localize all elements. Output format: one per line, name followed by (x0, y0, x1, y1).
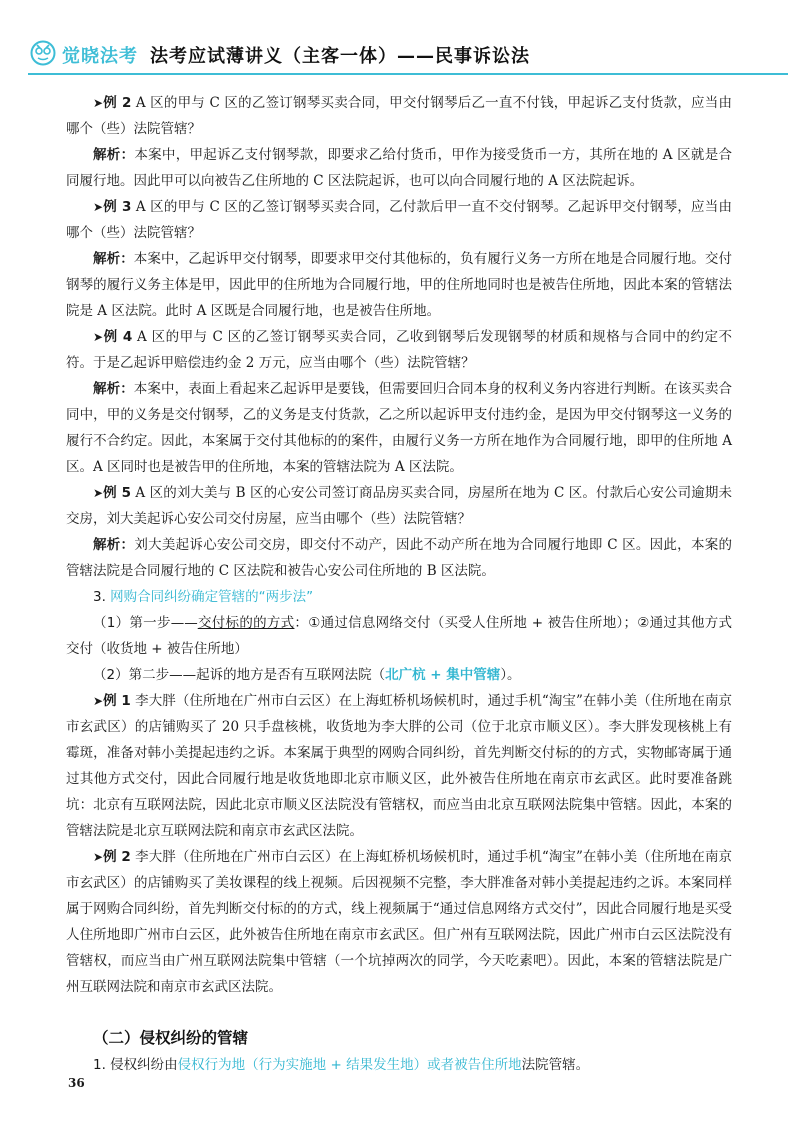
tort-rule-1 (66, 1052, 732, 1078)
example-text: 李大胖（住所地在广州市白云区）在上海虹桥机场候机时，通过手机“淘宝”在韩小美（住所地在南京市玄武区）的店铺购买了 20 只手盘核桃，收货地为李大胖的公司（位于北京市顺义区）。李大胖发现核桃上有霉斑，准备对韩小美提起违约之诉。本案属于典型的网购合同纠纷，首先判断交付标的的方式，实物邮寄属于通过其他方式交付，因此合同履行地是收货地即北京市顺义区，此外被告住所地在南京市玄武区。此时要准备跳坑：北京有互联网法院，因此北京市顺义区法院没有管辖权，而应当由北京互联网法院集中管辖。因此，本案的管辖法院是北京互联网法院和南京市玄武区法院。 (66, 693, 732, 839)
example-text: A 区的甲与 C 区的乙签订钢琴买卖合同，乙收到钢琴后发现钢琴的材质和规格与合同中的约定不符。于是乙起诉甲赔偿违约金 2 万元，应当由哪个（些）法院管辖？ (66, 329, 732, 371)
example-text: A 区的甲与 C 区的乙签订钢琴买卖合同，甲交付钢琴后乙一直不付钱，甲起诉乙支付货款，应当由哪个（些）法院管辖？ (66, 95, 733, 137)
header-divider (28, 73, 788, 75)
example-label: 例 5 (103, 485, 132, 501)
point-title: 网购合同纠纷确定管辖的“两步法” (110, 589, 314, 605)
example-label: 例 2 (103, 849, 131, 865)
example-5-analysis (66, 532, 732, 584)
step-rest: ：①通过信息网络交付（买受人住所地 + 被告住所地）；②通过其他方式交付（收货地 + 被告住所地） (66, 615, 732, 657)
step-2 (66, 662, 732, 688)
step-1 (66, 610, 732, 662)
online-example-1 (66, 688, 732, 844)
step-suffix: ）。 (500, 667, 521, 683)
example-text: A 区的刘大美与 B 区的心安公司签订商品房买卖合同，房屋所在地为 C 区。付款后心安公司逾期未交房，刘大美起诉心安公司交付房屋，应当由哪个（些）法院管辖？ (66, 485, 733, 527)
point-3-heading (66, 584, 732, 610)
step-underlined: 交付标的的方式 (197, 615, 295, 631)
example-text: A 区的甲与 C 区的乙签订钢琴买卖合同，乙付款后甲一直不交付钢琴。乙起诉甲交付钢琴，应当由哪个（些）法院管辖？ (66, 199, 733, 241)
triangle-bullet-icon: ➤ (93, 330, 104, 344)
rule-prefix: 1. 侵权纠纷由 (93, 1057, 178, 1073)
page-header (0, 0, 800, 84)
section-title: （二）侵权纠纷的管辖 (93, 1029, 249, 1047)
triangle-bullet-icon: ➤ (93, 486, 104, 500)
example-label: 例 1 (103, 693, 131, 709)
book-title: 法考应试薄讲义（主客一体）——民事诉讼法 (150, 46, 530, 67)
analysis-label: 解析： (93, 251, 134, 267)
triangle-bullet-icon: ➤ (93, 694, 104, 708)
example-label: 例 4 (103, 329, 133, 345)
point-number: 3. (93, 589, 111, 605)
owl-logo-icon (30, 40, 56, 66)
step-prefix: （2）第二步——起诉的地方是否有互联网法院（ (93, 667, 386, 683)
example-4-question (66, 324, 732, 376)
example-3-analysis (66, 246, 732, 324)
example-4-analysis (66, 376, 732, 480)
triangle-bullet-icon: ➤ (93, 850, 104, 864)
triangle-bullet-icon: ➤ (93, 96, 104, 110)
rule-highlight: 侵权行为地（行为实施地 + 结果发生地）或者被告住所地 (177, 1057, 522, 1073)
example-2-analysis (66, 142, 732, 194)
analysis-text: 本案中，甲起诉乙支付钢琴款，即要求乙给付货币，甲作为接受货币一方，其所在地的 A 区就是合同履行地。因此甲可以向被告乙住所地的 C 区法院起诉，也可以向合同履行地的 A 区法院起诉。 (66, 147, 732, 189)
analysis-text: 刘大美起诉心安公司交房，即交付不动产，因此不动产所在地为合同履行地即 C 区。因此，本案的管辖法院是合同履行地的 C 区法院和被告心安公司住所地的 B 区法院。 (66, 537, 732, 579)
analysis-text: 本案中，乙起诉甲交付钢琴，即要求甲交付其他标的，负有履行义务一方所在地是合同履行地。交付钢琴的履行义务主体是甲，因此甲的住所地为合同履行地，甲的住所地同时也是被告住所地，因此本案的管辖法院是 A 区法院。此时 A 区既是合同履行地，也是被告住所地。 (66, 251, 733, 319)
analysis-label: 解析： (93, 537, 135, 553)
step-highlight: 北广杭 + 集中管辖 (385, 667, 501, 683)
example-label: 例 2 (103, 95, 132, 111)
analysis-text: 本案中，表面上看起来乙起诉甲是要钱，但需要回归合同本身的权利义务内容进行判断。在该买卖合同中，甲的义务是交付钢琴，乙的义务是支付货款，乙之所以起诉甲支付违约金，是因为甲交付钢琴这一义务的履行不合约定。因此，本案属于交付其他标的的案件，由履行义务一方所在地作为合同履行地，即甲的住所地 A 区。A 区同时也是被告甲的住所地，本案的管辖法院为 A 区法院。 (66, 381, 733, 475)
step-prefix: （1）第一步—— (93, 615, 198, 631)
example-5-question (66, 480, 732, 532)
brand-name: 觉晓法考 (62, 46, 138, 67)
triangle-bullet-icon: ➤ (93, 200, 104, 214)
analysis-label: 解析： (93, 147, 135, 163)
online-example-2 (66, 844, 732, 1000)
page-body (66, 90, 732, 1078)
example-text: 李大胖（住所地在广州市白云区）在上海虹桥机场候机时，通过手机“淘宝”在韩小美（住所地在南京市玄武区）的店铺购买了美妆课程的线上视频。后因视频不完整，李大胖准备对韩小美提起违约之诉。本案同样属于网购合同纠纷，首先判断交付标的的方式，线上视频属于“通过信息网络方式交付”，因此合同履行地是买受人住所地即广州市白云区，此外被告住所地在南京市玄武区。但广州有互联网法院，因此广州市白云区法院没有管辖权，而应当由广州互联网法院集中管辖（一个坑掉两次的同学，今天吃素吧）。因此，本案的管辖法院是广州互联网法院和南京市玄武区法院。 (66, 849, 732, 995)
example-label: 例 3 (103, 199, 132, 215)
page-number: 36 (68, 1076, 85, 1090)
example-2-question (66, 90, 732, 142)
section-2-heading (66, 1024, 732, 1052)
rule-suffix: 法院管辖。 (521, 1057, 590, 1073)
example-3-question (66, 194, 732, 246)
analysis-label: 解析： (93, 381, 134, 397)
